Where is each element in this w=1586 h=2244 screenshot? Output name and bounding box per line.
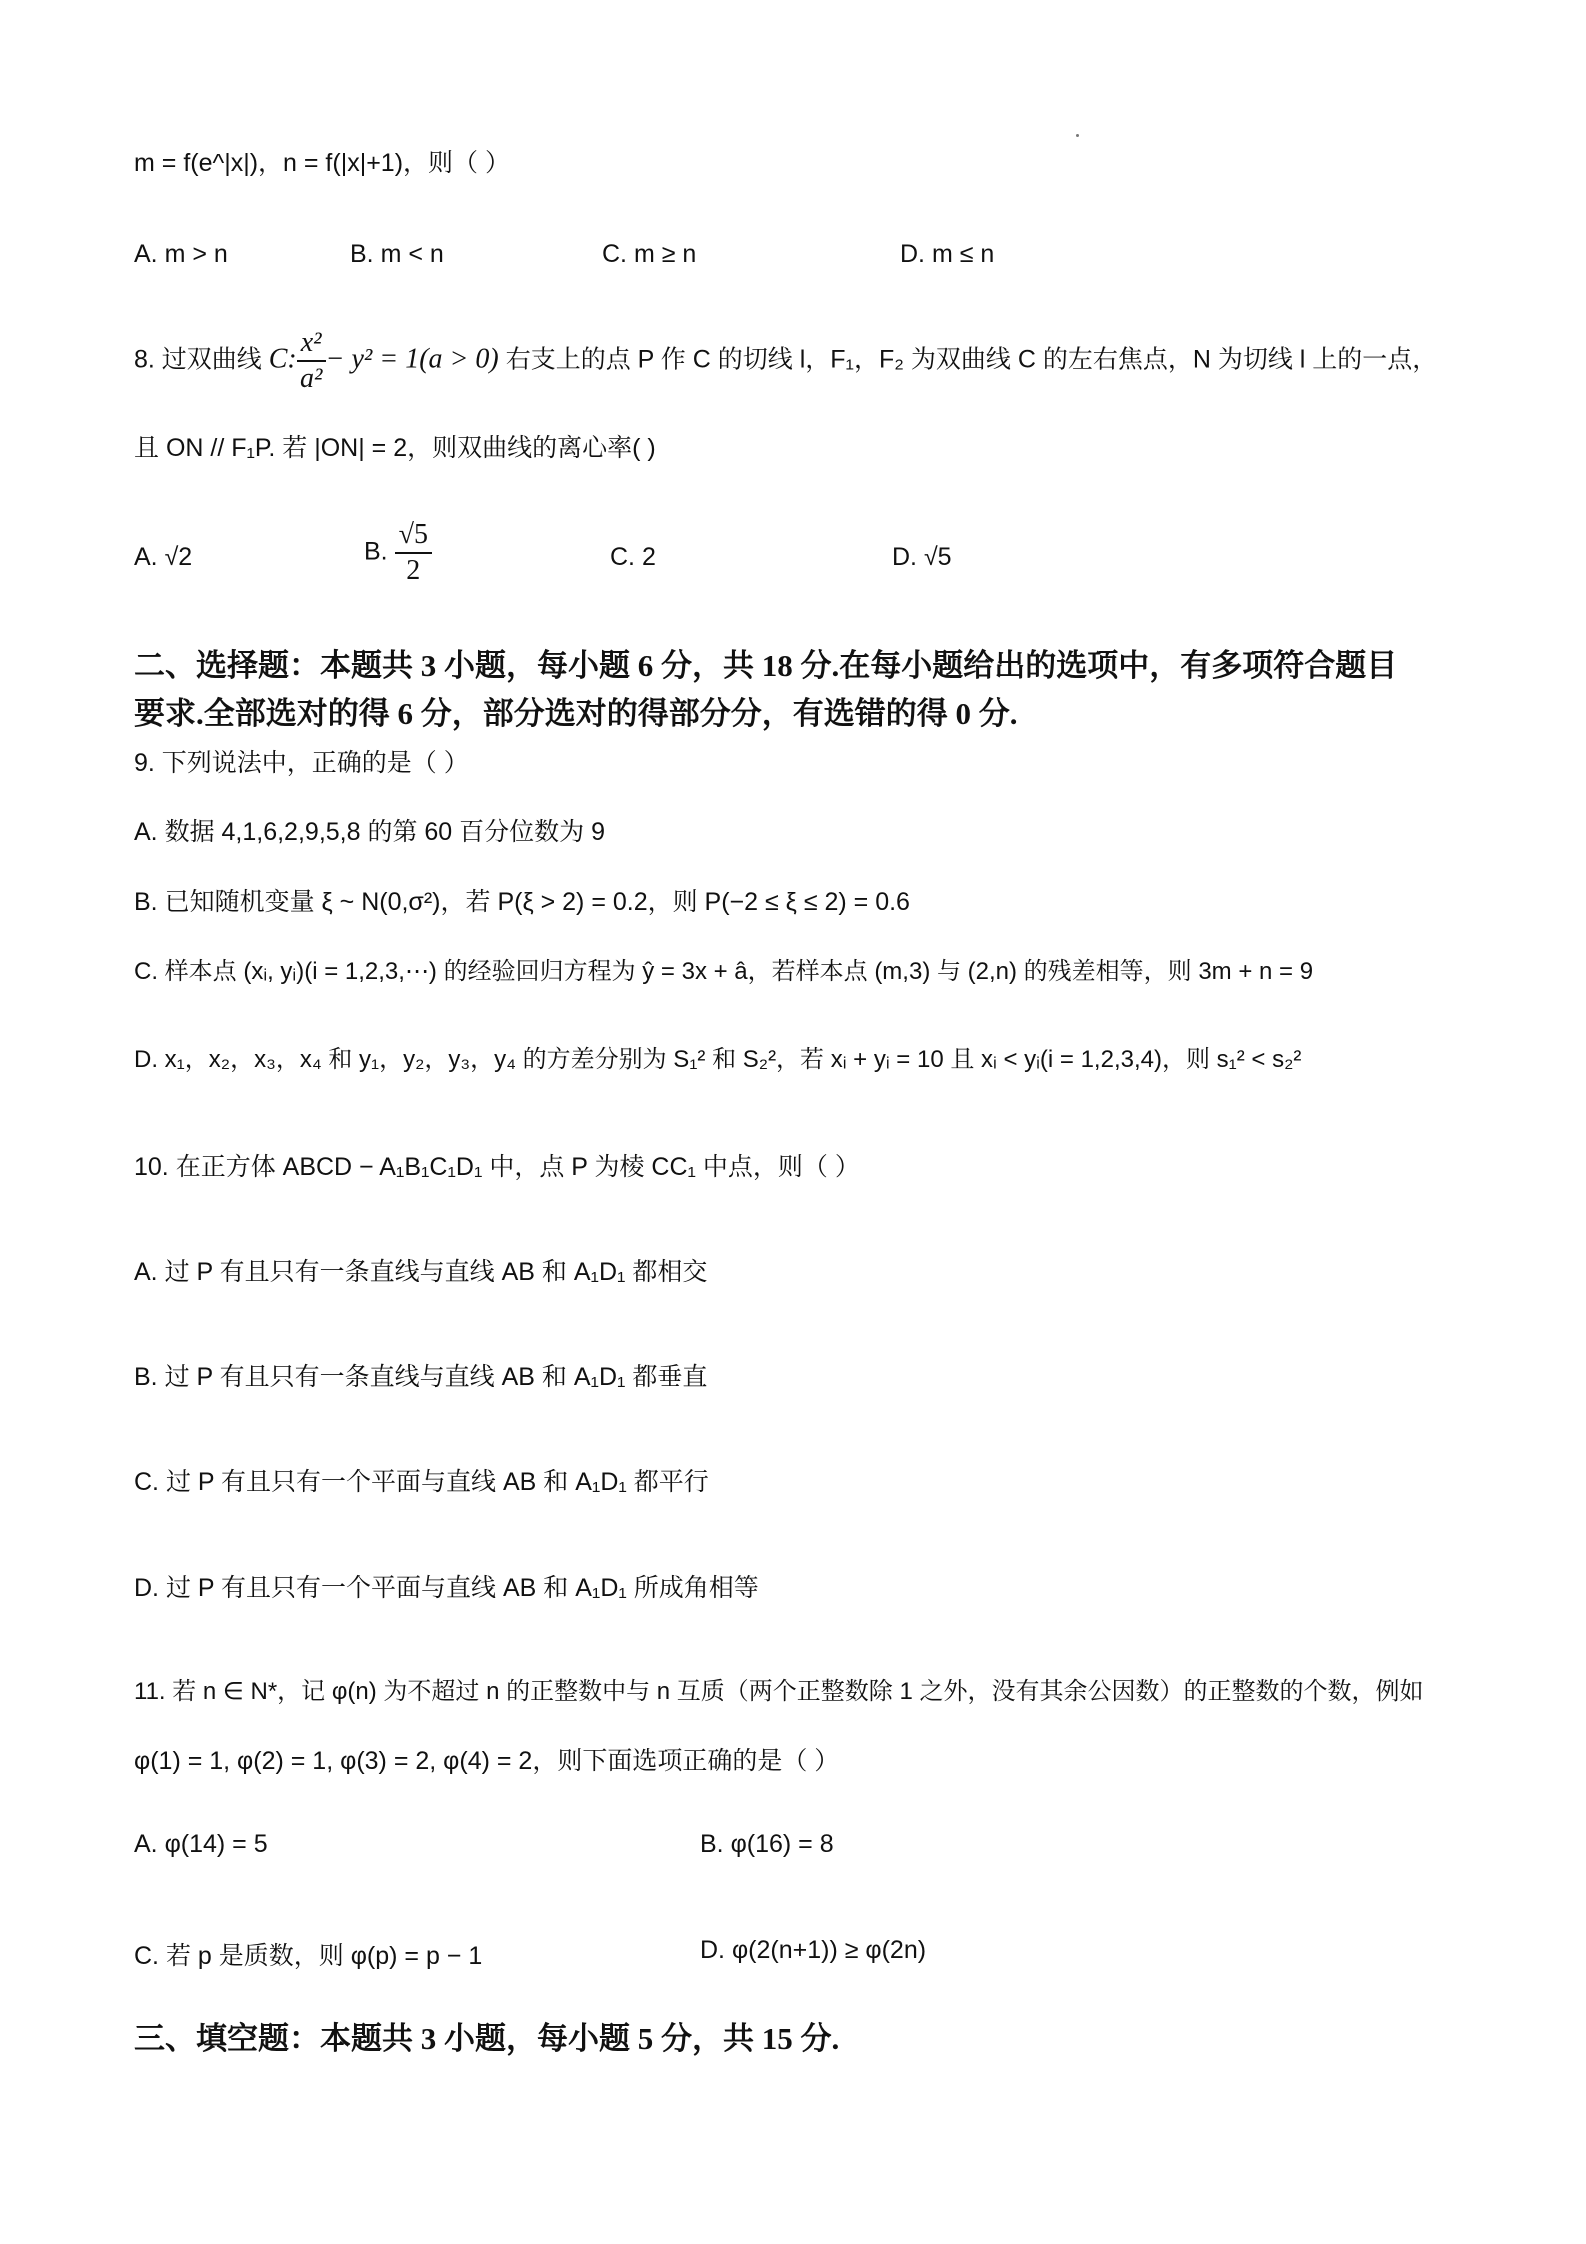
q7-option-c: C. m ≥ n xyxy=(602,240,697,268)
q8-option-b-num: √5 xyxy=(395,518,432,554)
q8-option-a: A. √2 xyxy=(134,543,193,571)
q11-option-b: B. φ(16) = 8 xyxy=(700,1830,834,1858)
q8-option-b-label: B. xyxy=(364,537,388,566)
q7-option-d: D. m ≤ n xyxy=(900,240,995,268)
q8-option-b xyxy=(364,518,432,588)
section2-heading-line2: 要求.全部选对的得 6 分，部分选对的得部分分，有选错的得 0 分. xyxy=(134,696,1018,731)
q7-option-a: A. m > n xyxy=(134,240,228,268)
q11-option-a: A. φ(14) = 5 xyxy=(134,1830,268,1858)
stray-dot xyxy=(1076,134,1079,137)
q10-option-b: B. 过 P 有且只有一条直线与直线 AB 和 A₁D₁ 都垂直 xyxy=(134,1363,708,1391)
q8-stem-line2: 且 ON // F₁P. 若 |ON| = 2，则双曲线的离心率( ) xyxy=(134,434,656,462)
q10-option-c: C. 过 P 有且只有一个平面与直线 AB 和 A₁D₁ 都平行 xyxy=(134,1468,709,1496)
section2-heading-line1: 二、选择题：本题共 3 小题，每小题 6 分，共 18 分.在每小题给出的选项中，有多项符合题目 xyxy=(134,648,1398,683)
q8-eq-fraction xyxy=(297,326,326,396)
q8-prefix: 8. 过双曲线 xyxy=(134,345,262,374)
q8-option-b-fraction xyxy=(395,518,432,588)
q8-frac-num: x² xyxy=(297,326,326,362)
q9-option-a: A. 数据 4,1,6,2,9,5,8 的第 60 百分位数为 9 xyxy=(134,818,606,846)
q9-option-c: C. 样本点 (xᵢ, yᵢ)(i = 1,2,3,⋯) 的经验回归方程为 ŷ = 3x + â，若样本点 (m,3) 与 (2,n) 的残差相等，则 3m + n = 9 xyxy=(134,958,1314,985)
q9-option-b: B. 已知随机变量 ξ ~ N(0,σ²)，若 P(ξ > 2) = 0.2，则 P(−2 ≤ ξ ≤ 2) = 0.6 xyxy=(134,888,910,916)
q7-tail-stem: m = f(e^|x|)，n = f(|x|+1)，则（ ） xyxy=(134,149,510,177)
section3-heading: 三、填空题：本题共 3 小题，每小题 5 分，共 15 分. xyxy=(134,2021,840,2056)
q8-option-c: C. 2 xyxy=(610,543,656,571)
q9-option-d: D. x₁，x₂，x₃，x₄ 和 y₁，y₂，y₃，y₄ 的方差分别为 S₁² 和 S₂²，若 xᵢ + yᵢ = 10 且 xᵢ < yᵢ(i = 1,2,3,4)，则 s₁² < s₂² xyxy=(134,1046,1302,1073)
q7-option-b: B. m < n xyxy=(350,240,444,268)
q8-option-b-den: 2 xyxy=(406,555,421,586)
q10-option-d: D. 过 P 有且只有一个平面与直线 AB 和 A₁D₁ 所成角相等 xyxy=(134,1574,759,1602)
q9-stem: 9. 下列说法中，正确的是（ ） xyxy=(134,749,469,777)
q10-stem: 10. 在正方体 ABCD − A₁B₁C₁D₁ 中，点 P 为棱 CC₁ 中点，则（ ） xyxy=(134,1153,860,1181)
q8-eq-rest: − y² = 1(a > 0) xyxy=(325,343,499,375)
q8-option-d: D. √5 xyxy=(892,543,952,571)
q8-stem-line1 xyxy=(134,326,1437,396)
q11-stem-line1: 11. 若 n ∈ N*，记 φ(n) 为不超过 n 的正整数中与 n 互质（两个正整数除 1 之外，没有其余公因数）的正整数的个数，例如 xyxy=(134,1678,1424,1705)
q8-line1-suffix: 右支上的点 P 作 C 的切线 l，F₁，F₂ 为双曲线 C 的左右焦点，N 为切线 l 上的一点， xyxy=(505,345,1438,374)
q8-frac-den: a² xyxy=(299,363,323,394)
q11-option-d: D. φ(2(n+1)) ≥ φ(2n) xyxy=(700,1936,927,1964)
q11-option-c: C. 若 p 是质数，则 φ(p) = p − 1 xyxy=(134,1942,483,1970)
q8-eq-c: C: xyxy=(268,343,297,375)
q10-option-a: A. 过 P 有且只有一条直线与直线 AB 和 A₁D₁ 都相交 xyxy=(134,1258,708,1286)
q11-stem-line2: φ(1) = 1, φ(2) = 1, φ(3) = 2, φ(4) = 2，则下面选项正确的是（ ） xyxy=(134,1747,840,1775)
